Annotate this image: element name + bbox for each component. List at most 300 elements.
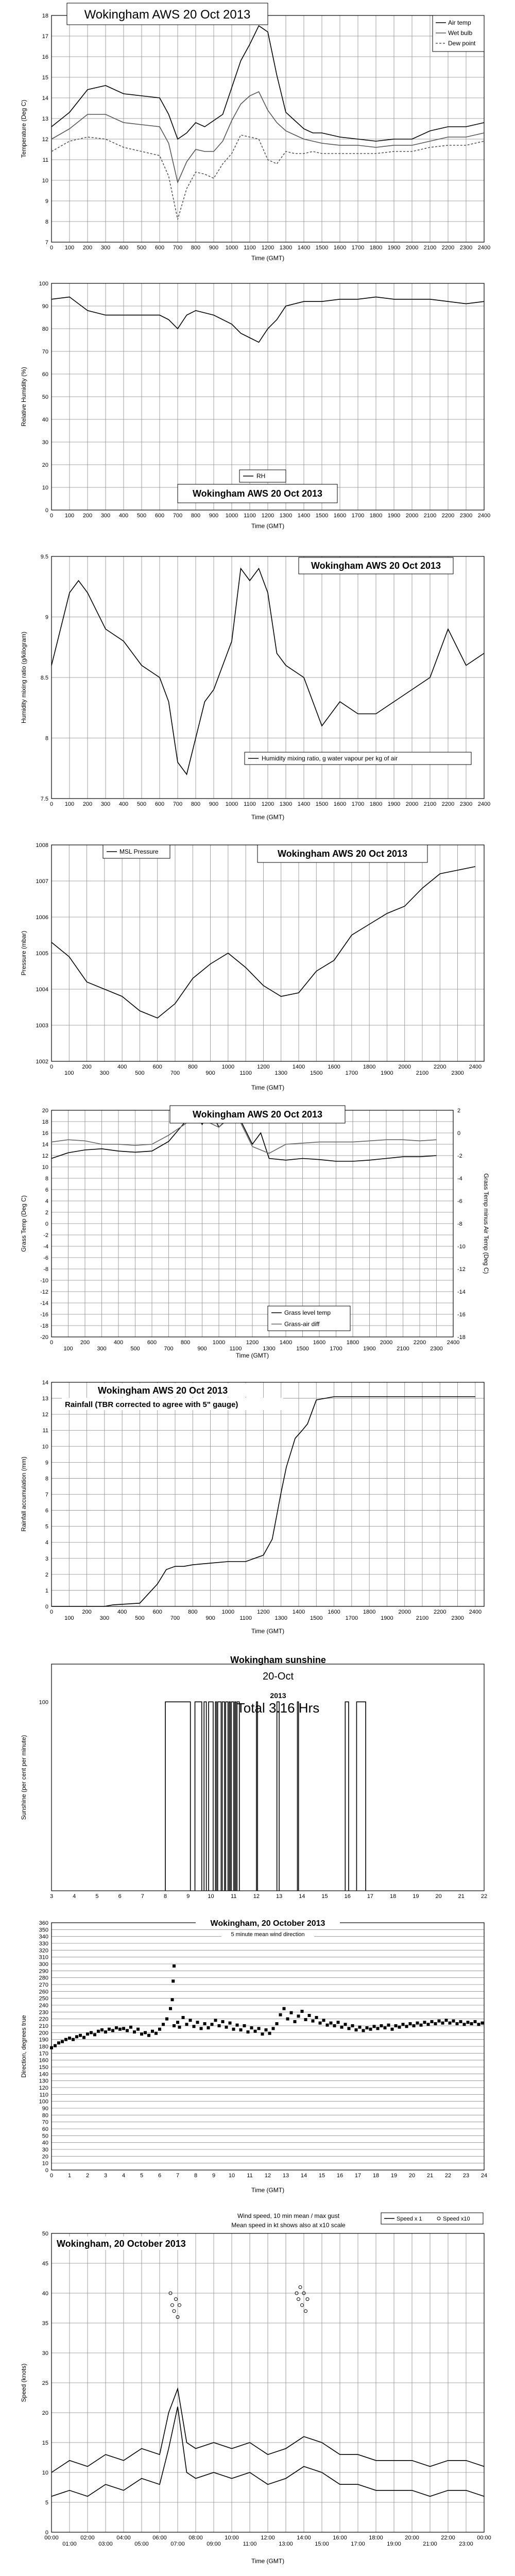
y-tick-label: 2	[45, 1210, 48, 1216]
legend-msl-pressure: MSL Pressure	[119, 848, 159, 855]
x-tick-label: 1400	[292, 1064, 305, 1070]
x-tick-label: 1700	[345, 1070, 358, 1076]
wind-direction-point	[301, 2010, 304, 2013]
y-axis-label: Speed (knots)	[20, 2363, 27, 2402]
y-tick-label: 100	[39, 281, 48, 287]
wind-direction-point	[366, 2026, 369, 2029]
legend-grass-air-diff: Grass-air diff	[284, 1320, 320, 1328]
x-tick-label: 700	[170, 1070, 180, 1076]
y2-tick-label: -16	[457, 1312, 466, 1318]
y-tick-label: 20	[42, 2154, 48, 2160]
wind-direction-point	[64, 2038, 67, 2041]
chart-subtitle: Rainfall (TBR corrected to agree with 5" gauge)	[65, 1400, 238, 1409]
x-tick-label: 7	[141, 1893, 144, 1900]
x-tick-label: 18	[372, 2173, 380, 2179]
x-tick-label: 24	[480, 2173, 488, 2179]
wind-direction-point	[416, 2022, 419, 2025]
y-tick-label: 0	[45, 2530, 48, 2536]
y-tick-label: 0	[45, 1221, 48, 1227]
pressure-chart-panel	[0, 835, 515, 1097]
x-tick-label: 300	[100, 801, 111, 807]
wind-direction-point	[133, 2030, 136, 2033]
wind-direction-point	[254, 2030, 257, 2033]
x-tick-label: 2300	[459, 801, 473, 807]
wind-direction-point	[467, 2021, 470, 2024]
wind-direction-point	[176, 2021, 179, 2024]
wind-direction-point	[290, 2011, 293, 2014]
y-tick-label: 220	[39, 2016, 48, 2023]
wind-direction-point	[312, 2020, 315, 2023]
x-axis-label: Time (GMT)	[251, 522, 285, 530]
y-tick-label: -18	[40, 1323, 48, 1329]
x-tick-label: 800	[180, 1340, 191, 1346]
x-tick-label: 2000	[398, 1609, 411, 1615]
x-tick-label: 22	[444, 2173, 452, 2179]
x-tick-label: 1800	[369, 245, 383, 251]
x-tick-label: 6	[158, 2173, 162, 2179]
x-tick-label: 1	[67, 2173, 72, 2179]
y-tick-label: 11	[42, 157, 48, 163]
wind-direction-point	[221, 2020, 225, 2023]
x-tick-label: 1500	[296, 1346, 309, 1352]
wind-direction-point	[247, 2030, 250, 2033]
wind-direction-point	[344, 2023, 347, 2026]
x-tick-label: 19:00	[387, 2541, 401, 2547]
y-tick-label: 1006	[36, 914, 48, 921]
x-tick-label: 1600	[313, 1340, 326, 1346]
wind-direction-point	[108, 2028, 111, 2031]
y-tick-label: 1005	[36, 951, 48, 957]
wind-direction-point	[265, 2028, 268, 2031]
x-tick-label: 400	[118, 801, 129, 807]
x-tick-label: 21:00	[423, 2541, 437, 2547]
wind-direction-point	[322, 2019, 325, 2022]
x-tick-label: 1000	[225, 245, 238, 251]
y-tick-label: 16	[42, 1130, 48, 1137]
y-axis-label: Pressure (mbar)	[20, 930, 27, 976]
wind-direction-point	[162, 2023, 165, 2026]
y-tick-label: 7.5	[40, 796, 48, 802]
legend	[245, 752, 471, 765]
y-tick-label: 5	[45, 1523, 48, 1530]
rh-chart-panel	[0, 273, 515, 541]
x-tick-label: 200	[82, 245, 93, 251]
x-tick-label: 1300	[274, 1070, 287, 1076]
y-tick-label: 90	[42, 2106, 48, 2112]
x-tick-label: 2100	[423, 801, 437, 807]
y-tick-label: 0	[45, 507, 48, 514]
x-tick-label: 2300	[459, 245, 473, 251]
x-tick-label: 100	[63, 1346, 73, 1352]
wind-direction-point	[178, 2026, 181, 2029]
wind-direction-point	[115, 2026, 118, 2029]
y-tick-label: 360	[39, 1920, 48, 1926]
y-tick-label: 100	[39, 2098, 48, 2105]
x-tick-label: 21	[426, 2173, 434, 2179]
y-tick-label: 160	[39, 2057, 48, 2064]
y-tick-label: 5	[45, 2500, 48, 2506]
x-tick-label: 16	[336, 2173, 344, 2179]
x-tick-label: 2200	[441, 513, 455, 519]
x-tick-label: 500	[136, 801, 147, 807]
x-axis-label: Time (GMT)	[235, 1352, 269, 1359]
x-tick-label: 1100	[229, 1346, 242, 1352]
y-tick-label: 10	[42, 485, 48, 491]
x-tick-label: 700	[164, 1346, 174, 1352]
y-tick-label: 140	[39, 2071, 48, 2078]
wind-direction-point	[315, 2016, 318, 2019]
wind-direction-point	[384, 2026, 387, 2029]
x-tick-label: 12:00	[261, 2535, 275, 2541]
wind-direction-point	[229, 2022, 232, 2025]
x-tick-label: 1600	[333, 513, 347, 519]
x-tick-label: 13	[276, 1893, 283, 1900]
y-tick-label: 4	[45, 1539, 48, 1546]
y2-tick-label: -4	[457, 1176, 462, 1182]
temperature-chart-panel	[0, 0, 515, 268]
x-tick-label: 2000	[405, 245, 419, 251]
y-tick-label: 9	[45, 614, 48, 621]
y-tick-label: 270	[39, 1982, 48, 1988]
y-tick-label: 350	[39, 1927, 48, 1934]
y-tick-label: 1002	[36, 1059, 48, 1065]
x-tick-label: 1500	[315, 245, 329, 251]
wind-direction-point	[340, 2026, 344, 2029]
x-tick-label: 600	[154, 513, 165, 519]
x-tick-label: 0	[49, 1064, 54, 1070]
x-tick-label: 4	[73, 1893, 76, 1900]
y-tick-label: 100	[39, 1699, 48, 1706]
x-tick-label: 1300	[279, 245, 293, 251]
x-tick-label: 17	[354, 2173, 362, 2179]
y-tick-label: -12	[40, 1289, 48, 1295]
x-tick-label: 600	[152, 1609, 162, 1615]
y-tick-label: 280	[39, 1975, 48, 1981]
x-tick-label: 22:00	[441, 2535, 455, 2541]
x-tick-label: 100	[64, 801, 75, 807]
chart-subtitle-1: Wind speed, 10 min mean / max gust	[237, 2212, 340, 2219]
wind-direction-point	[144, 2031, 147, 2034]
plot-background	[52, 1664, 484, 1891]
y-axis-label: Relative Humidity (%)	[20, 367, 27, 427]
y-tick-label: 90	[42, 303, 48, 310]
x-tick-label: 2200	[434, 1064, 447, 1070]
x-tick-label: 02:00	[80, 2535, 95, 2541]
y-tick-label: 10	[42, 178, 48, 184]
y-tick-label: 1	[45, 1587, 48, 1594]
x-tick-label: 1300	[274, 1615, 287, 1621]
y-tick-label: 12	[42, 137, 48, 143]
wind-direction-point	[391, 2028, 394, 2031]
y-tick-label: 40	[42, 2140, 48, 2146]
x-tick-label: 2000	[398, 1064, 411, 1070]
wind-direction-point	[304, 2018, 307, 2021]
x-axis-label: Time (GMT)	[251, 255, 285, 262]
wind-direction-point	[93, 2033, 96, 2036]
y-tick-label: 60	[42, 2126, 48, 2132]
x-tick-label: 1000	[212, 1340, 226, 1346]
x-tick-label: 23:00	[459, 2541, 473, 2547]
y-tick-label: 20	[42, 1108, 48, 1114]
y-tick-label: 7	[45, 240, 48, 246]
x-tick-label: 400	[118, 245, 129, 251]
wind-direction-point	[171, 1998, 174, 2001]
y-tick-label: 2	[45, 1571, 48, 1578]
x-tick-label: 01:00	[62, 2541, 77, 2547]
y-tick-label: 110	[39, 2092, 48, 2098]
wind-direction-point	[449, 2022, 452, 2025]
x-tick-label: 0	[49, 1340, 54, 1346]
x-tick-label: 13:00	[279, 2541, 293, 2547]
y-tick-label: 0	[45, 1604, 48, 1610]
x-tick-label: 100	[64, 1070, 74, 1076]
y-axis-label: Temperature (Deg C)	[20, 99, 27, 158]
x-tick-label: 20:00	[405, 2535, 419, 2541]
x-tick-label: 1400	[279, 1340, 293, 1346]
wind-direction-point	[380, 2024, 383, 2027]
x-tick-label: 400	[117, 1064, 127, 1070]
wind-direction-point	[203, 2022, 207, 2025]
x-tick-label: 700	[170, 1615, 180, 1621]
y-tick-label: 1007	[36, 878, 48, 885]
x-tick-label: 1600	[328, 1064, 340, 1070]
x-tick-label: 0	[49, 245, 54, 251]
y-tick-label: 13	[42, 1396, 48, 1402]
x-tick-label: 2300	[459, 513, 473, 519]
wind-direction-point	[333, 2024, 336, 2027]
y-tick-label: 4	[45, 1198, 48, 1205]
wind-direction-point	[196, 2021, 199, 2024]
wind-direction-point	[79, 2034, 82, 2037]
x-tick-label: 3	[104, 2173, 108, 2179]
x-tick-label: 800	[188, 1064, 198, 1070]
x-tick-label: 19	[413, 1893, 419, 1900]
chart-year: 2013	[270, 1691, 286, 1700]
pressure-chart	[0, 835, 515, 1097]
x-tick-label: 00:00	[44, 2535, 59, 2541]
y-tick-label: 6	[45, 1507, 48, 1514]
chart-title: Wokingham AWS 20 Oct 2013	[84, 8, 251, 22]
wind-direction-point	[232, 2028, 235, 2031]
chart-title: Wokingham AWS 20 Oct 2013	[192, 488, 323, 499]
x-tick-label: 2200	[434, 1609, 447, 1615]
x-tick-label: 2100	[416, 1615, 429, 1621]
y-tick-label: 0	[45, 2167, 48, 2174]
x-tick-label: 3	[49, 1893, 54, 1900]
x-tick-label: 4	[122, 2173, 126, 2179]
y-tick-label: 8	[45, 1176, 48, 1182]
wind-direction-point	[355, 2028, 358, 2031]
x-tick-label: 800	[191, 513, 201, 519]
x-tick-label: 0	[49, 801, 54, 807]
x-tick-label: 22	[480, 1893, 488, 1900]
x-tick-label: 700	[173, 801, 183, 807]
x-tick-label: 1600	[333, 801, 347, 807]
wind-direction-point	[337, 2021, 340, 2024]
chart-subtitle-2: Mean speed in kt shows also at x10 scale	[231, 2222, 346, 2229]
y-tick-label: -20	[40, 1334, 48, 1341]
wind-direction-point	[459, 2020, 462, 2023]
x-tick-label: 2300	[430, 1346, 443, 1352]
y-tick-label: 45	[42, 2261, 48, 2267]
y-tick-label: 70	[42, 349, 48, 355]
wind-direction-point	[258, 2027, 261, 2030]
wind-direction-point	[173, 2024, 176, 2027]
x-tick-label: 600	[154, 801, 165, 807]
x-tick-label: 2400	[477, 245, 491, 251]
x-tick-label: 1900	[387, 245, 401, 251]
wind-direction-point	[61, 2040, 64, 2043]
x-tick-label: 15	[318, 2173, 325, 2179]
chart-title: Wokingham AWS 20 Oct 2013	[277, 849, 408, 859]
x-tick-label: 1700	[345, 1615, 358, 1621]
y-tick-label: 35	[42, 2320, 48, 2327]
y-tick-label: 210	[39, 2023, 48, 2029]
wind-direction-point	[276, 2022, 279, 2025]
x-tick-label: 20	[408, 2173, 416, 2179]
legend-dew-point: Dew point	[448, 40, 476, 47]
wind-direction-point	[57, 2041, 60, 2044]
x-tick-label: 08:00	[188, 2535, 203, 2541]
y-tick-label: 14	[42, 1380, 48, 1386]
x-tick-label: 9	[212, 2173, 216, 2179]
wind-direction-point	[236, 2024, 239, 2027]
wind-direction-point	[319, 2022, 322, 2025]
y-tick-label: 20	[42, 462, 48, 468]
x-tick-label: 300	[100, 513, 111, 519]
x-tick-label: 600	[152, 1064, 162, 1070]
y-tick-label: 310	[39, 1954, 48, 1961]
y-tick-label: 170	[39, 2050, 48, 2057]
mixing-ratio-chart-panel	[0, 546, 515, 829]
x-tick-label: 0	[49, 513, 54, 519]
legend	[103, 845, 170, 858]
wind-direction-point	[75, 2035, 78, 2038]
wind-direction-point	[118, 2028, 122, 2031]
wind-direction-point	[165, 2018, 168, 2021]
x-tick-label: 1600	[328, 1609, 340, 1615]
wind-direction-point	[369, 2028, 372, 2031]
x-tick-label: 500	[136, 245, 147, 251]
y-tick-label: 10	[42, 2160, 48, 2167]
y-tick-label: 15	[42, 75, 48, 81]
y-tick-label: 12	[42, 1412, 48, 1418]
x-tick-label: 1300	[279, 801, 293, 807]
x-tick-label: 5	[95, 1893, 99, 1900]
x-tick-label: 700	[173, 513, 183, 519]
y-tick-label: 13	[42, 116, 48, 122]
x-tick-label: 1100	[239, 1615, 252, 1621]
wind-direction-point	[50, 2046, 53, 2049]
x-axis-label: Time (GMT)	[251, 2557, 285, 2565]
chart-title: Wokingham, 20 October 2013	[210, 1919, 325, 1928]
wind-direction-point	[445, 2019, 448, 2022]
wind-direction-point	[104, 2030, 107, 2033]
x-tick-label: 1900	[387, 801, 401, 807]
x-tick-label: 1400	[297, 513, 311, 519]
rainfall-chart	[0, 1373, 515, 1641]
x-tick-label: 19	[390, 2173, 398, 2179]
wind-direction-point	[185, 2023, 188, 2026]
x-tick-label: 1000	[225, 801, 238, 807]
x-tick-label: 800	[188, 1609, 198, 1615]
wind-direction-point	[268, 2032, 271, 2035]
wind-direction-point	[474, 2020, 477, 2023]
wind-direction-point	[402, 2023, 405, 2026]
wind-direction-point	[477, 2023, 480, 2026]
y-tick-label: 190	[39, 2037, 48, 2043]
x-tick-label: 1800	[346, 1340, 359, 1346]
x-tick-label: 5	[140, 2173, 144, 2179]
x-tick-label: 1800	[369, 801, 383, 807]
y-tick-label: 30	[42, 2350, 48, 2357]
x-tick-label: 1500	[315, 801, 329, 807]
chart-title: Wokingham AWS 20 Oct 2013	[192, 1109, 323, 1120]
wind-direction-point	[250, 2026, 253, 2029]
wind-direction-chart-panel	[0, 1911, 515, 2200]
x-tick-label: 200	[80, 1340, 90, 1346]
wind-direction-point	[154, 2032, 158, 2035]
x-tick-label: 1200	[257, 1064, 270, 1070]
wind-direction-point	[481, 2022, 484, 2025]
x-tick-label: 1900	[381, 1070, 393, 1076]
x-tick-label: 900	[197, 1346, 207, 1352]
y2-tick-label: 2	[457, 1108, 461, 1114]
y-tick-label: 10	[42, 1444, 48, 1450]
y-tick-label: 330	[39, 1941, 48, 1947]
y2-tick-label: -10	[457, 1244, 466, 1250]
y2-tick-label: -14	[457, 1289, 466, 1295]
x-tick-label: 1300	[279, 513, 293, 519]
x-tick-label: 17:00	[351, 2541, 365, 2547]
y2-tick-label: -6	[457, 1198, 462, 1205]
grass-temp-chart-panel	[0, 1103, 515, 1365]
x-tick-label: 1400	[292, 1609, 305, 1615]
x-tick-label: 2200	[441, 245, 455, 251]
y-tick-label: 3	[45, 1555, 48, 1562]
x-tick-label: 2400	[477, 801, 491, 807]
x-tick-label: 1500	[310, 1615, 323, 1621]
wind-direction-point	[90, 2031, 93, 2034]
x-tick-label: 2000	[405, 801, 419, 807]
wind-direction-point	[431, 2020, 434, 2023]
x-tick-label: 500	[135, 1070, 145, 1076]
wind-direction-point	[111, 2029, 114, 2032]
wind-direction-point	[211, 2023, 214, 2026]
x-tick-label: 300	[100, 245, 111, 251]
x-tick-label: 300	[99, 1070, 110, 1076]
chart-subtitle: 5 minute mean wind direction	[231, 1931, 305, 1938]
y-tick-label: -8	[43, 1266, 48, 1273]
x-tick-label: 8	[163, 1893, 167, 1900]
x-tick-label: 400	[117, 1609, 127, 1615]
wind-direction-point	[423, 2021, 426, 2024]
x-tick-label: 1200	[261, 513, 274, 519]
x-tick-label: 1300	[263, 1346, 276, 1352]
wind-direction-point	[470, 2022, 473, 2025]
x-tick-label: 900	[209, 801, 219, 807]
x-tick-label: 2000	[380, 1340, 393, 1346]
y-tick-label: 50	[42, 2133, 48, 2140]
x-tick-label: 200	[82, 801, 93, 807]
y-tick-label: 130	[39, 2078, 48, 2084]
wind-direction-point	[122, 2027, 125, 2030]
wind-direction-outlier	[173, 1964, 176, 1968]
x-tick-label: 15:00	[315, 2541, 329, 2547]
x-tick-label: 18	[390, 1893, 397, 1900]
y-tick-label: 11	[42, 1428, 48, 1434]
wind-direction-point	[189, 2019, 192, 2022]
